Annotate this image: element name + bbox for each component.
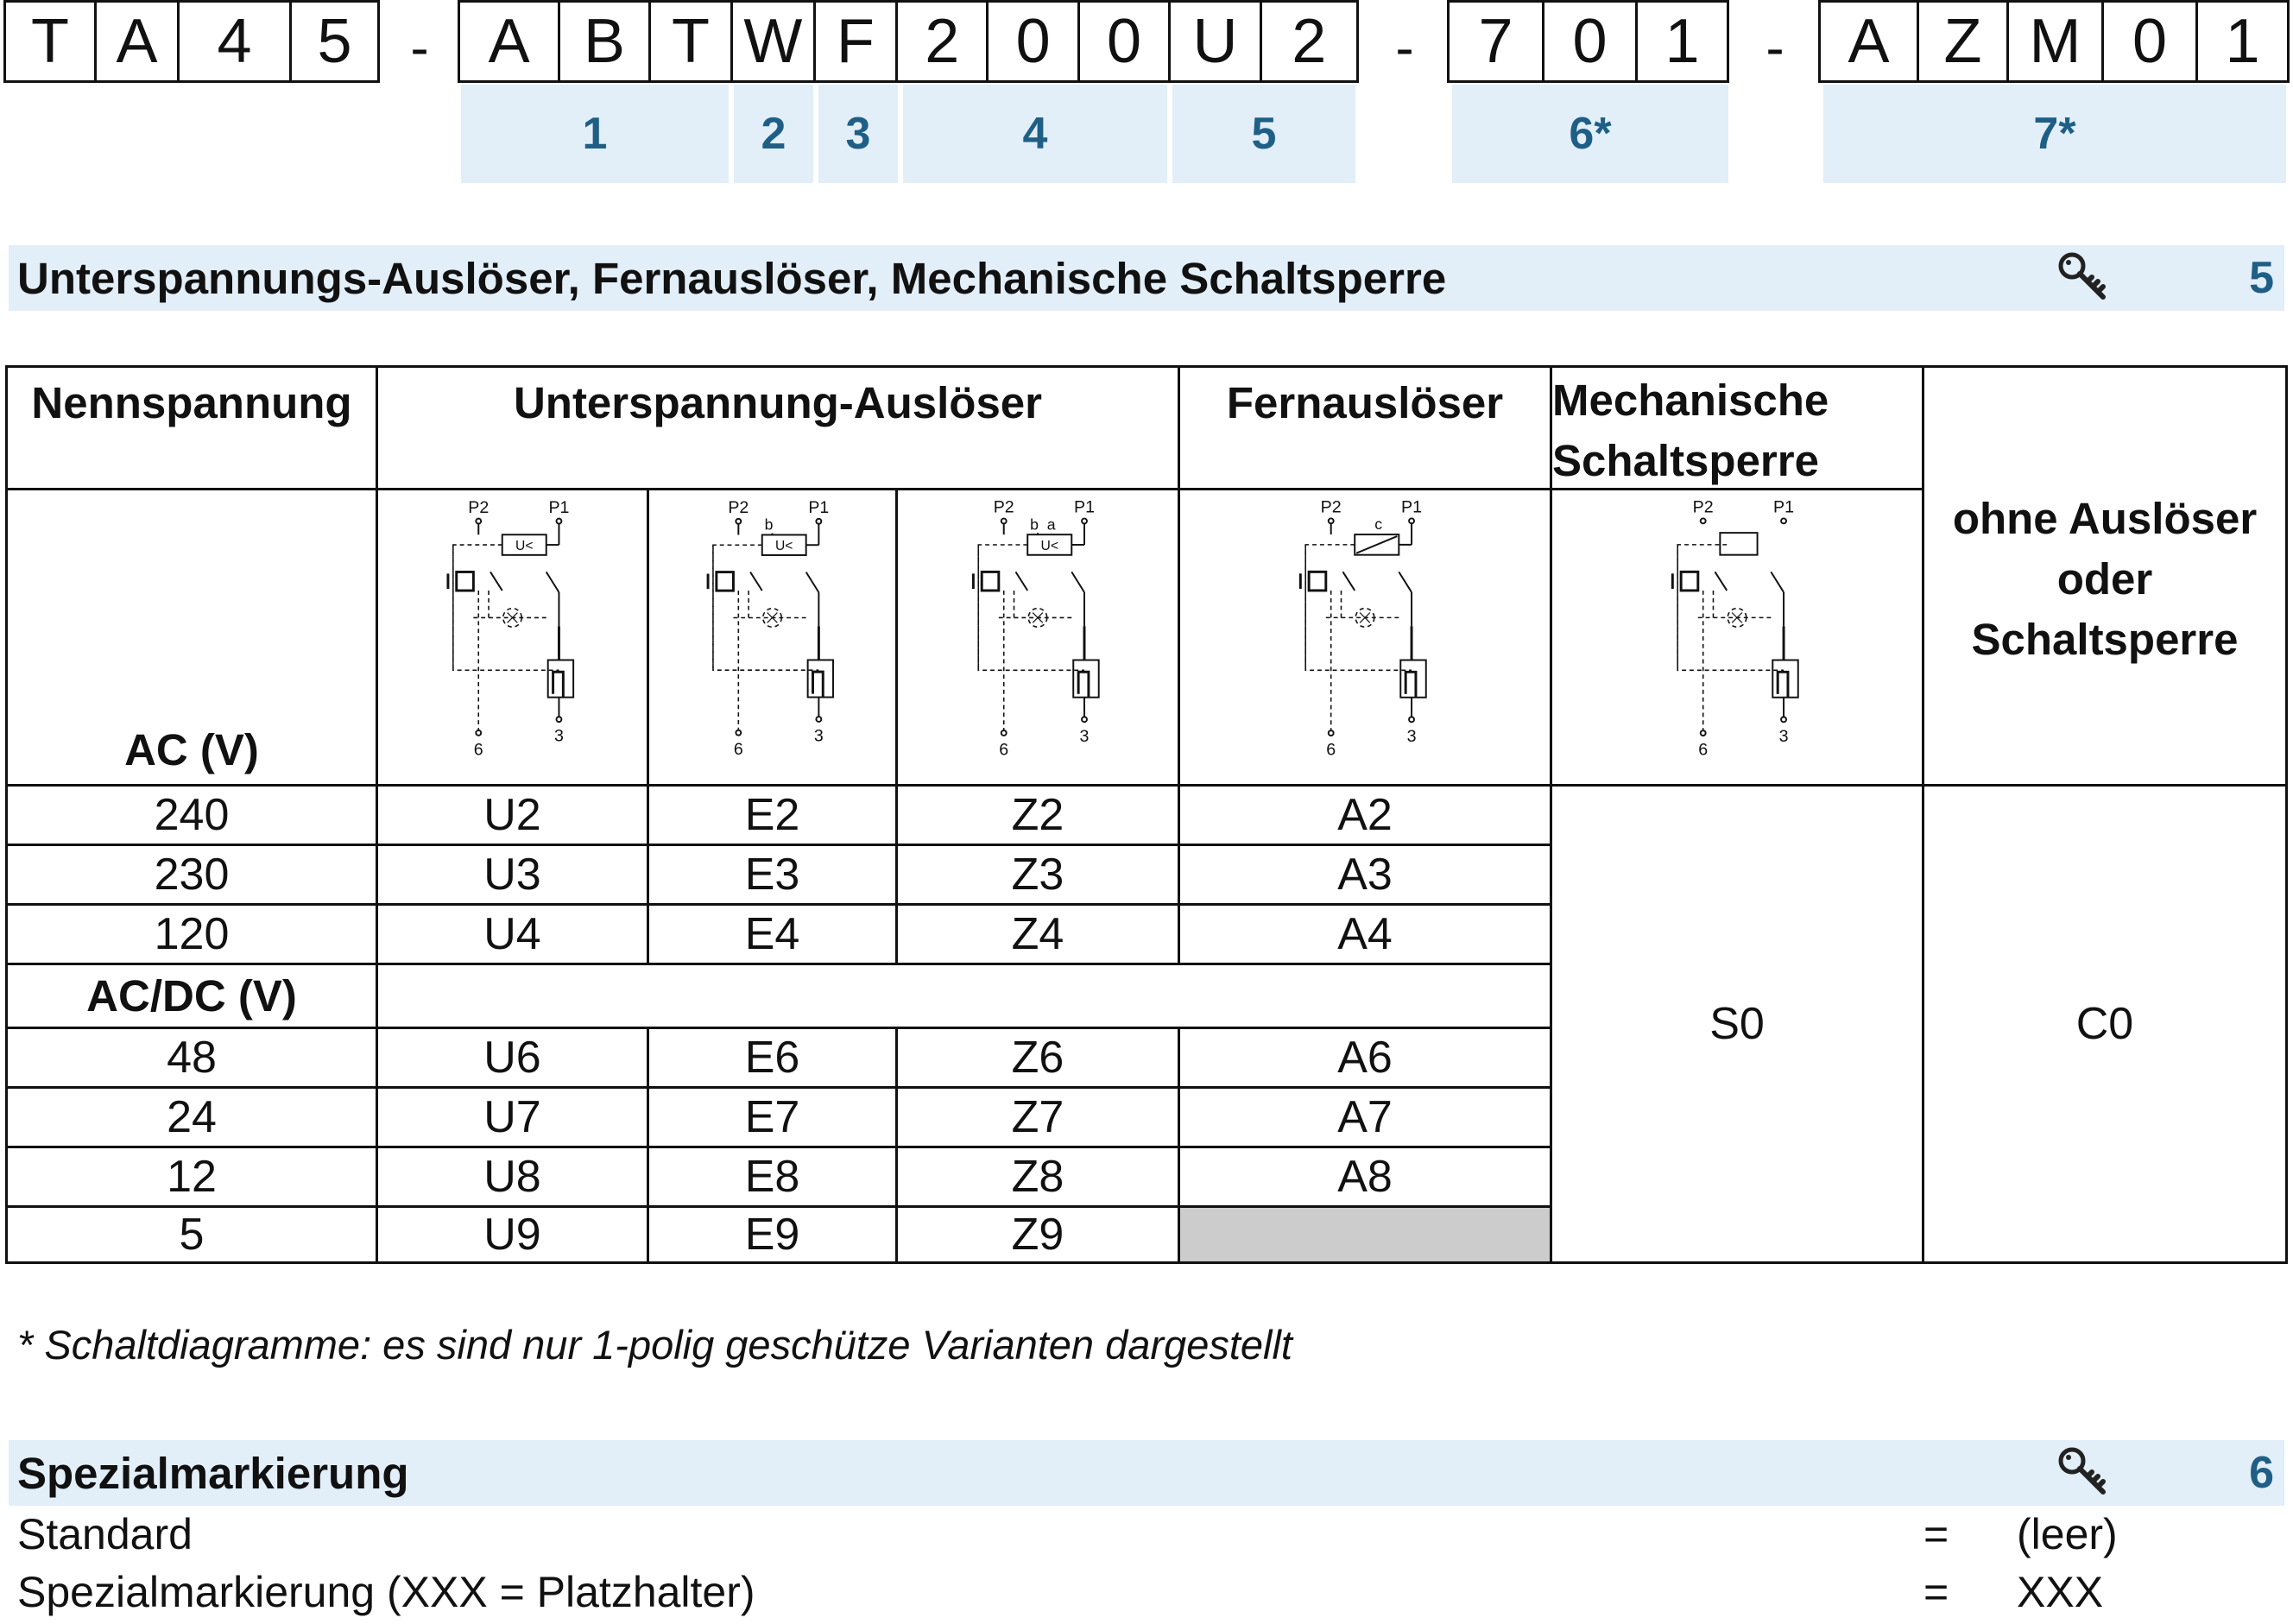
voltage-cell: 5 [5,1205,378,1264]
position-label: 6* [1452,85,1728,183]
voltage-cell: 240 [5,784,378,846]
code-cell: E3 [647,844,898,906]
option-label: Spezialmarkierung (XXX = Platzhalter) [17,1568,755,1616]
code-cell: A2 [1178,784,1552,846]
svg-text:6: 6 [1698,740,1709,760]
mechanische-schaltsperre-code: S0 [1550,784,1924,1264]
svg-text:b: b [764,515,774,534]
code-char: 0 [2104,3,2198,80]
code-cell: U4 [376,903,649,965]
footnote: * Schaltdiagramme: es sind nur 1-polig geschütze Varianten dargestellt [17,1322,1292,1368]
svg-text:3: 3 [813,726,824,746]
empty-cell [376,963,1552,1029]
svg-text:6: 6 [473,740,483,760]
option-equals: = [1923,1510,1949,1558]
header-fernausloeser: Fernauslöser [1178,365,1552,490]
header-unterspannung: Unterspannung-Auslöser [376,365,1180,490]
position-label: 2 [734,85,813,183]
code-cell: U9 [376,1205,649,1264]
svg-text:P2: P2 [728,498,749,518]
code-char: B [560,3,650,80]
voltage-cell: 120 [5,903,378,965]
section-number: 5 [2249,253,2274,303]
svg-text:P1: P1 [808,498,830,518]
svg-text:U<: U< [774,539,793,554]
code-cell: E4 [647,903,898,965]
svg-text:P1: P1 [1773,497,1795,517]
code-char: 0 [1080,3,1171,80]
svg-text:6: 6 [999,740,1009,760]
svg-text:P1: P1 [1074,497,1095,517]
code-cell: Z9 [895,1205,1180,1264]
svg-text:P1: P1 [1401,497,1423,517]
section-title: Spezialmarkierung [17,1448,409,1498]
code-cell: Z7 [895,1086,1180,1148]
voltage-cell: 24 [5,1086,378,1148]
code-group-2 [458,0,1359,83]
code-char: 0 [1544,3,1638,80]
svg-text:b: b [1030,515,1039,534]
code-char: W [733,3,815,80]
code-cell: E7 [647,1086,898,1148]
code-char: U [1171,3,1261,80]
header-ohne-ausloeser: ohne Auslöser oder Schaltsperre [1922,365,2288,1264]
voltage-cell: 48 [5,1027,378,1089]
code-cell: Z3 [895,844,1180,906]
svg-text:P2: P2 [1320,497,1342,517]
header-nennspannung: Nennspannung [5,365,378,490]
label-acdc: AC/DC (V) [5,963,378,1029]
code-cell: E2 [647,784,898,846]
position-label: 5 [1172,85,1355,183]
code-group-1 [3,0,380,83]
header-mechanische-schaltsperre: Mechanische Schaltsperre [1550,365,1924,490]
voltage-cell: 230 [5,844,378,906]
svg-text:U<: U< [515,538,534,553]
code-cell: A4 [1178,903,1552,965]
svg-text:U<: U< [1040,538,1058,553]
svg-text:3: 3 [1406,726,1417,746]
code-cell: Z2 [895,784,1180,846]
code-char: 4 [180,3,292,80]
code-char: 2 [898,3,989,80]
code-char: 0 [989,3,1079,80]
code-cell: U2 [376,784,649,846]
code-separator: - [410,16,429,79]
diagram-schaltsperre [1550,488,1924,787]
diagram-unterspannung-u [376,488,649,787]
code-char: 1 [2225,7,2260,76]
code-cell: Z6 [895,1027,1180,1089]
option-value: (leer) [2017,1510,2118,1558]
svg-text:a: a [1046,515,1056,534]
code-char: 2 [1292,7,1327,76]
code-char: 5 [317,7,352,76]
svg-text:3: 3 [554,726,564,746]
code-cell: Z8 [895,1146,1180,1208]
code-cell: A6 [1178,1027,1552,1089]
code-cell: A8 [1178,1146,1552,1208]
code-char: T [6,3,97,80]
diagram-unterspannung-e [647,488,898,787]
code-cell: U7 [376,1086,649,1148]
code-cell: E6 [647,1027,898,1089]
section-number: 6 [2249,1448,2274,1498]
section-title: Unterspannungs-Auslöser, Fernauslöser, Mechanische Schaltsperre [17,253,1447,303]
position-label: 3 [818,85,898,183]
code-char: M [2009,3,2104,80]
code-char: A [460,3,560,80]
code-char: Z [1919,3,2009,80]
option-equals: = [1923,1568,1949,1616]
svg-text:6: 6 [1326,740,1336,760]
code-cell: Z4 [895,903,1180,965]
code-char: 1 [1664,7,1700,76]
code-group-3 [1447,0,1729,83]
diagram-unterspannung-z [895,488,1180,787]
section-header-ausloeser [9,245,2284,311]
svg-text:3: 3 [1079,726,1090,746]
code-cell: A7 [1178,1086,1552,1148]
svg-text:P2: P2 [468,497,490,517]
code-cell: A3 [1178,844,1552,906]
position-label: 7* [1823,85,2286,183]
code-cell: U6 [376,1027,649,1089]
code-char: A [1821,3,1919,80]
diagram-fernausloeser [1178,488,1552,787]
option-value: XXX [2017,1568,2104,1616]
voltage-cell: 12 [5,1146,378,1208]
unavailable-cell [1178,1205,1552,1264]
position-label: 1 [461,85,729,183]
svg-text:P1: P1 [548,497,570,517]
code-separator: - [1395,16,1414,79]
code-char: A [97,3,180,80]
code-separator: - [1766,16,1784,79]
code-cell: E9 [647,1205,898,1264]
svg-text:P2: P2 [993,497,1014,517]
svg-text:6: 6 [733,740,743,760]
release-options-table [5,365,2288,1264]
section-header-spezialmarkierung [9,1440,2284,1506]
svg-text:c: c [1374,515,1383,534]
code-group-4 [1818,0,2290,83]
key-icon [2056,250,2112,306]
ohne-ausloeser-code: C0 [1922,784,2288,1264]
code-char: F [816,3,898,80]
code-char: T [651,3,733,80]
code-cell: U8 [376,1146,649,1208]
option-label: Standard [17,1510,193,1558]
key-icon [2056,1445,2112,1501]
svg-text:3: 3 [1778,726,1789,746]
svg-text:P2: P2 [1692,497,1714,517]
label-ac: AC (V) [5,488,378,787]
code-char: 7 [1450,3,1544,80]
position-label: 4 [903,85,1167,183]
code-cell: E8 [647,1146,898,1208]
code-cell: U3 [376,844,649,906]
